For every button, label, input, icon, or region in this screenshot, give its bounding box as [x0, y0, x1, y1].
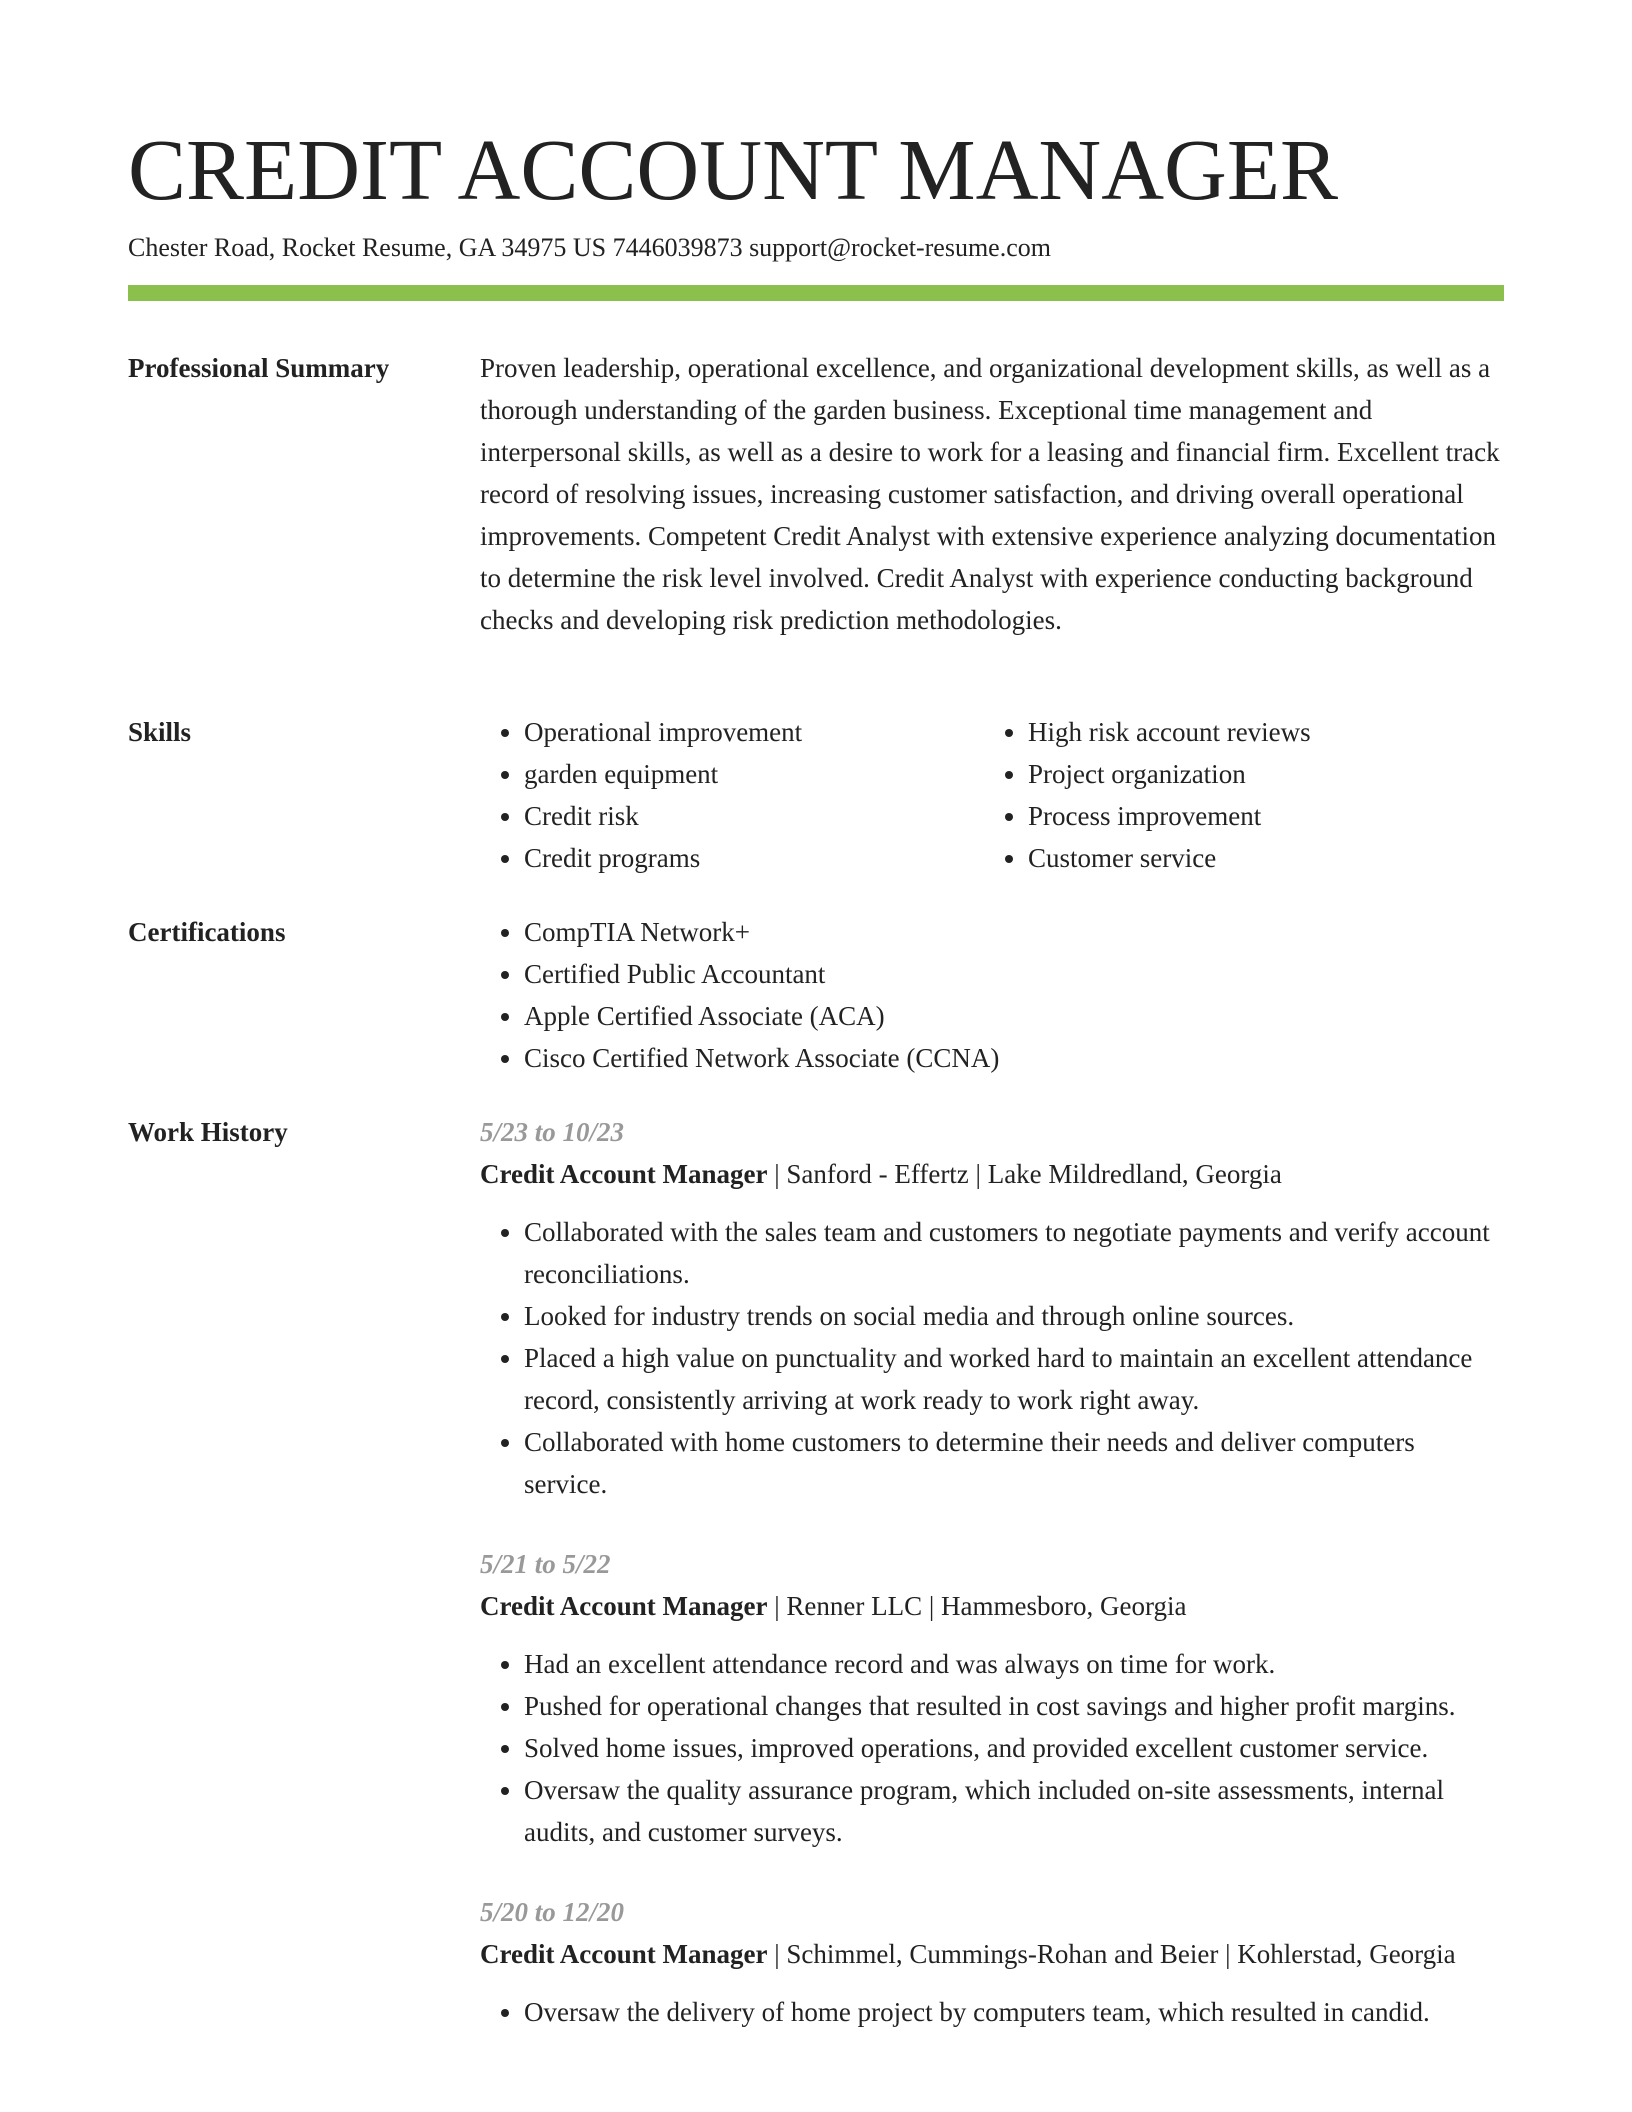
skills-body — [480, 711, 1504, 879]
job-bullets — [480, 1643, 1504, 1853]
job-details: | Sanford - Effertz | Lake Mildredland, Georgia — [767, 1159, 1282, 1189]
job-bullet: • Oversaw the quality assurance program, which included on-site assessments, internal audits, and customer surveys. — [524, 1769, 1504, 1853]
job-title: Credit Account Manager — [480, 1159, 768, 1189]
skill-item: • Operational improvement — [524, 711, 984, 753]
job-bullet: • Had an excellent attendance record and was always on time for work. — [524, 1643, 1504, 1685]
job-dates: 5/23 to 10/23 — [480, 1117, 625, 1147]
skill-item: • Customer service — [1028, 837, 1488, 879]
skill-item: • Credit risk — [524, 795, 984, 837]
job-bullet: • Looked for industry trends on social media and through online sources. — [524, 1295, 1504, 1337]
job-bullet: • Collaborated with home customers to determine their needs and deliver computers service. — [524, 1421, 1504, 1505]
summary-label: Professional Summary — [128, 353, 390, 383]
job-entry — [480, 1891, 1504, 2033]
work-history-body — [480, 1111, 1504, 2071]
job-bullets — [480, 1211, 1504, 1505]
certification-item: • Certified Public Accountant — [524, 953, 1504, 995]
job-bullet: • Pushed for operational changes that resulted in cost savings and higher profit margins. — [524, 1685, 1504, 1727]
skill-item: • Project organization — [1028, 753, 1488, 795]
job-heading — [480, 1153, 1504, 1195]
job-bullet: • Placed a high value on punctuality and worked hard to maintain an excellent attendance record, consistently arriving at work ready to work right away. — [524, 1337, 1504, 1421]
job-bullets — [480, 1991, 1504, 2033]
job-dates: 5/21 to 5/22 — [480, 1549, 611, 1579]
job-heading — [480, 1585, 1504, 1627]
skill-item: • Credit programs — [524, 837, 984, 879]
job-bullet: • Oversaw the delivery of home project by computers team, which resulted in candid. — [524, 1991, 1504, 2033]
skills-list-right — [984, 711, 1488, 879]
resume-title: CREDIT ACCOUNT MANAGER — [128, 121, 1339, 218]
certifications-label: Certifications — [128, 917, 286, 947]
skill-item: • Process improvement — [1028, 795, 1488, 837]
skill-item: • High risk account reviews — [1028, 711, 1488, 753]
certifications-body — [480, 911, 1504, 1079]
job-dates: 5/20 to 12/20 — [480, 1897, 625, 1927]
job-entry — [480, 1111, 1504, 1505]
certification-item: • CompTIA Network+ — [524, 911, 1504, 953]
certifications-list — [480, 911, 1504, 1079]
job-details: | Renner LLC | Hammesboro, Georgia — [767, 1591, 1187, 1621]
skills-list-left — [480, 711, 984, 879]
summary-body — [480, 347, 1504, 641]
skills-label: Skills — [128, 717, 192, 747]
job-details: | Schimmel, Cummings-Rohan and Beier | Kohlerstad, Georgia — [767, 1939, 1456, 1969]
job-heading — [480, 1933, 1504, 1975]
summary-text: Proven leadership, operational excellence, and organizational development skills, as well as a thorough understanding of the garden business. Exceptional time management and interpersonal skills, as well as a desire to work for a leasing and financial firm. Excellent track record of resolving issues, increasing customer satisfaction, and driving overall operational improvements. Competent Credit Analyst with extensive experience analyzing documentation to determine the risk level involved. Credit Analyst with experience conducting background checks and developing risk prediction methodologies. — [480, 353, 1500, 635]
job-entry — [480, 1543, 1504, 1853]
job-title: Credit Account Manager — [480, 1591, 768, 1621]
contact-line: Chester Road, Rocket Resume, GA 34975 US 7446039873 support@rocket-resume.com — [128, 233, 1051, 262]
work-history-label: Work History — [128, 1117, 288, 1147]
job-bullet: • Solved home issues, improved operations, and provided excellent customer service. — [524, 1727, 1504, 1769]
skill-item: • garden equipment — [524, 753, 984, 795]
job-title: Credit Account Manager — [480, 1939, 768, 1969]
job-bullet: • Collaborated with the sales team and customers to negotiate payments and verify account reconciliations. — [524, 1211, 1504, 1295]
certification-item: • Cisco Certified Network Associate (CCNA) — [524, 1037, 1504, 1079]
certification-item: • Apple Certified Associate (ACA) — [524, 995, 1504, 1037]
accent-divider — [128, 285, 1504, 301]
